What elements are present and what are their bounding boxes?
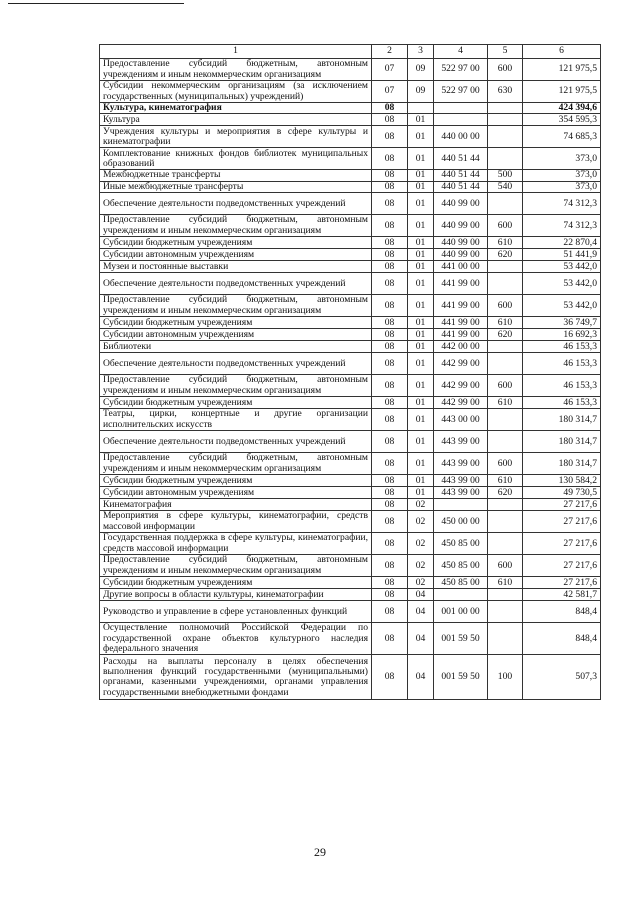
table-row [100,329,601,341]
code-cell: 08 [372,249,408,261]
code-cell: 04 [408,601,434,623]
row-name-cell: Субсидии автономным учреждениям [100,249,372,261]
table-row [100,148,601,170]
code-cell: 450 85 00 [434,533,488,555]
code-cell: 08 [372,577,408,589]
code-cell [434,114,488,126]
amount-cell: 27 217,6 [523,555,601,577]
amount-cell: 49 730,5 [523,487,601,499]
code-cell: 450 85 00 [434,577,488,589]
table-row [100,215,601,237]
table-row [100,475,601,487]
code-cell: 441 00 00 [434,261,488,273]
row-name-cell: Субсидии некоммерческим организациям (за исключением государственных (муниципальных) учреждений) [100,81,372,103]
row-name-cell: Предоставление субсидий бюджетным, автономным учреждениям и иным некоммерческим организациям [100,375,372,397]
code-cell: 450 00 00 [434,511,488,533]
amount-cell: 22 870,4 [523,237,601,249]
table-row [100,577,601,589]
code-cell: 620 [488,249,523,261]
amount-cell: 373,0 [523,181,601,192]
code-cell: 02 [408,511,434,533]
code-cell [488,589,523,601]
code-cell: 500 [488,170,523,181]
code-cell: 01 [408,170,434,181]
code-cell: 441 99 00 [434,295,488,317]
code-cell: 442 99 00 [434,353,488,375]
code-cell: 610 [488,317,523,329]
amount-cell: 53 442,0 [523,261,601,273]
code-cell: 440 99 00 [434,193,488,215]
code-cell: 08 [372,453,408,475]
code-cell: 01 [408,475,434,487]
code-cell [488,193,523,215]
amount-cell: 53 442,0 [523,295,601,317]
row-name-cell: Культура, кинематография [100,103,372,114]
table-row [100,589,601,601]
code-cell: 441 99 00 [434,273,488,295]
table-row [100,453,601,475]
code-cell: 630 [488,81,523,103]
code-cell: 442 00 00 [434,341,488,353]
row-name-cell: Комплектование книжных фондов библиотек муниципальных образований [100,148,372,170]
table-row [100,375,601,397]
code-cell: 08 [372,317,408,329]
header-cell: 1 [100,45,372,59]
row-name-cell: Другие вопросы в области культуры, кинематографии [100,589,372,601]
code-cell: 440 99 00 [434,237,488,249]
table-row [100,533,601,555]
amount-cell: 46 153,3 [523,397,601,409]
code-cell: 01 [408,148,434,170]
code-cell: 04 [408,655,434,700]
code-cell [488,431,523,453]
code-cell: 01 [408,329,434,341]
row-name-cell: Театры, цирки, концертные и другие организации исполнительских искусств [100,409,372,431]
code-cell [488,623,523,655]
row-name-cell: Расходы на выплаты персоналу в целях обеспечения выполнения функций государственными (муниципальными) органами, казенными учреждениями, органами управления государственными внебюджетными фондами [100,655,372,700]
amount-cell: 27 217,6 [523,577,601,589]
budget-table [99,44,601,700]
amount-cell: 180 314,7 [523,409,601,431]
code-cell: 01 [408,273,434,295]
code-cell: 08 [372,397,408,409]
table-row [100,317,601,329]
row-name-cell: Музеи и постоянные выставки [100,261,372,273]
code-cell: 08 [372,237,408,249]
amount-cell: 27 217,6 [523,511,601,533]
code-cell [488,103,523,114]
code-cell: 441 99 00 [434,329,488,341]
code-cell: 600 [488,453,523,475]
code-cell: 442 99 00 [434,397,488,409]
code-cell: 04 [408,623,434,655]
code-cell: 443 99 00 [434,453,488,475]
table-row [100,103,601,114]
amount-cell: 36 749,7 [523,317,601,329]
row-name-cell: Субсидии бюджетным учреждениям [100,317,372,329]
code-cell: 01 [408,353,434,375]
row-name-cell: Обеспечение деятельности подведомственных учреждений [100,273,372,295]
amount-cell: 180 314,7 [523,431,601,453]
code-cell: 01 [408,431,434,453]
table-row [100,353,601,375]
code-cell: 450 85 00 [434,555,488,577]
code-cell [488,353,523,375]
code-cell [488,114,523,126]
code-cell: 440 51 44 [434,170,488,181]
code-cell: 08 [372,589,408,601]
code-cell: 08 [372,409,408,431]
code-cell: 08 [372,431,408,453]
header-cell: 2 [372,45,408,59]
amount-cell: 46 153,3 [523,375,601,397]
code-cell: 01 [408,453,434,475]
code-cell: 443 99 00 [434,431,488,453]
code-cell: 440 51 44 [434,148,488,170]
amount-cell: 373,0 [523,148,601,170]
table-row [100,295,601,317]
code-cell [488,341,523,353]
amount-cell: 180 314,7 [523,453,601,475]
code-cell: 600 [488,295,523,317]
table-row [100,487,601,499]
table-row [100,409,601,431]
code-cell: 08 [372,193,408,215]
code-cell: 440 99 00 [434,249,488,261]
code-cell: 01 [408,237,434,249]
table-row [100,431,601,453]
code-cell: 08 [372,114,408,126]
code-cell: 442 99 00 [434,375,488,397]
code-cell: 600 [488,215,523,237]
code-cell: 01 [408,249,434,261]
table-row [100,59,601,81]
row-name-cell: Предоставление субсидий бюджетным, автономным учреждениям и иным некоммерческим организациям [100,215,372,237]
row-name-cell: Кинематография [100,499,372,511]
row-name-cell: Культура [100,114,372,126]
amount-cell: 424 394,6 [523,103,601,114]
table-row [100,237,601,249]
code-cell: 001 59 50 [434,623,488,655]
row-name-cell: Предоставление субсидий бюджетным, автономным учреждениям и иным некоммерческим организациям [100,59,372,81]
amount-cell: 121 975,5 [523,59,601,81]
table-row [100,114,601,126]
table-row [100,193,601,215]
row-name-cell: Субсидии бюджетным учреждениям [100,577,372,589]
code-cell: 610 [488,237,523,249]
code-cell: 04 [408,589,434,601]
row-name-cell: Обеспечение деятельности подведомственных учреждений [100,193,372,215]
amount-cell: 848,4 [523,601,601,623]
code-cell: 08 [372,273,408,295]
row-name-cell: Предоставление субсидий бюджетным, автономным учреждениям и иным некоммерческим организациям [100,295,372,317]
code-cell: 01 [408,375,434,397]
code-cell: 01 [408,317,434,329]
code-cell: 08 [372,655,408,700]
code-cell [488,261,523,273]
code-cell: 540 [488,181,523,192]
row-name-cell: Осуществление полномочий Российской Федерации по государственной охране объектов культурного наследия федерального значения [100,623,372,655]
amount-cell: 27 217,6 [523,499,601,511]
code-cell: 01 [408,487,434,499]
code-cell: 08 [372,499,408,511]
row-name-cell: Обеспечение деятельности подведомственных учреждений [100,353,372,375]
amount-cell: 121 975,5 [523,81,601,103]
code-cell: 09 [408,81,434,103]
code-cell [434,589,488,601]
code-cell: 08 [372,170,408,181]
code-cell: 08 [372,329,408,341]
amount-cell: 848,4 [523,623,601,655]
code-cell: 08 [372,215,408,237]
amount-cell: 74 312,3 [523,193,601,215]
code-cell [488,148,523,170]
code-cell: 08 [372,341,408,353]
row-name-cell: Субсидии автономным учреждениям [100,487,372,499]
row-name-cell: Обеспечение деятельности подведомственных учреждений [100,431,372,453]
code-cell: 620 [488,329,523,341]
row-name-cell: Государственная поддержка в сфере культуры, кинематографии, средств массовой информации [100,533,372,555]
code-cell: 07 [372,59,408,81]
code-cell: 610 [488,577,523,589]
table-row [100,181,601,192]
code-cell: 02 [408,555,434,577]
amount-cell: 507,3 [523,655,601,700]
code-cell: 08 [372,375,408,397]
row-name-cell: Иные межбюджетные трансферты [100,181,372,192]
code-cell: 522 97 00 [434,81,488,103]
code-cell: 08 [372,511,408,533]
code-cell [488,409,523,431]
code-cell: 600 [488,375,523,397]
amount-cell: 74 312,3 [523,215,601,237]
code-cell: 08 [372,126,408,148]
header-row [100,45,601,59]
header-cell: 3 [408,45,434,59]
code-cell: 441 99 00 [434,317,488,329]
code-cell: 08 [372,261,408,273]
table-row [100,555,601,577]
amount-cell: 16 692,3 [523,329,601,341]
code-cell: 01 [408,193,434,215]
code-cell: 01 [408,114,434,126]
code-cell: 443 99 00 [434,475,488,487]
code-cell: 08 [372,475,408,487]
code-cell: 08 [372,487,408,499]
code-cell [488,126,523,148]
table-row [100,249,601,261]
row-name-cell: Субсидии бюджетным учреждениям [100,397,372,409]
code-cell: 08 [372,103,408,114]
row-name-cell: Предоставление субсидий бюджетным, автономным учреждениям и иным некоммерческим организациям [100,453,372,475]
row-name-cell: Мероприятия в сфере культуры, кинематографии, средств массовой информации [100,511,372,533]
code-cell: 443 00 00 [434,409,488,431]
code-cell: 440 99 00 [434,215,488,237]
code-cell: 522 97 00 [434,59,488,81]
code-cell: 620 [488,487,523,499]
amount-cell: 46 153,3 [523,353,601,375]
code-cell: 01 [408,341,434,353]
row-name-cell: Субсидии автономным учреждениям [100,329,372,341]
code-cell: 08 [372,623,408,655]
amount-cell: 27 217,6 [523,533,601,555]
table-row [100,261,601,273]
code-cell: 01 [408,215,434,237]
row-name-cell: Субсидии бюджетным учреждениям [100,237,372,249]
table-row [100,126,601,148]
table-row [100,499,601,511]
table-row [100,170,601,181]
amount-cell: 51 441,9 [523,249,601,261]
code-cell: 08 [372,295,408,317]
amount-cell: 354 595,3 [523,114,601,126]
header-rule [8,3,184,4]
code-cell: 01 [408,181,434,192]
code-cell [488,273,523,295]
code-cell: 08 [372,353,408,375]
code-cell: 001 59 50 [434,655,488,700]
table-row [100,341,601,353]
table-row [100,397,601,409]
amount-cell: 130 584,2 [523,475,601,487]
code-cell: 02 [408,499,434,511]
amount-cell: 373,0 [523,170,601,181]
code-cell: 08 [372,181,408,192]
code-cell [434,499,488,511]
code-cell: 440 51 44 [434,181,488,192]
row-name-cell: Предоставление субсидий бюджетным, автономным учреждениям и иным некоммерческим организациям [100,555,372,577]
code-cell: 08 [372,601,408,623]
code-cell: 01 [408,397,434,409]
code-cell [408,103,434,114]
table-row [100,655,601,700]
row-name-cell: Учреждения культуры и мероприятия в сфере культуры и кинематографии [100,126,372,148]
header-cell: 4 [434,45,488,59]
code-cell: 440 00 00 [434,126,488,148]
table-row [100,81,601,103]
code-cell: 100 [488,655,523,700]
table-row [100,511,601,533]
code-cell: 02 [408,577,434,589]
amount-cell: 74 685,3 [523,126,601,148]
code-cell: 02 [408,533,434,555]
code-cell [488,511,523,533]
code-cell: 600 [488,59,523,81]
code-cell: 01 [408,126,434,148]
page-number: 29 [314,845,326,859]
code-cell [488,601,523,623]
code-cell: 07 [372,81,408,103]
code-cell: 09 [408,59,434,81]
amount-cell: 42 581,7 [523,589,601,601]
row-name-cell: Межбюджетные трансферты [100,170,372,181]
code-cell: 600 [488,555,523,577]
table-row [100,623,601,655]
amount-cell: 53 442,0 [523,273,601,295]
code-cell: 08 [372,533,408,555]
amount-cell: 46 153,3 [523,341,601,353]
code-cell: 08 [372,148,408,170]
table-row [100,601,601,623]
code-cell: 610 [488,475,523,487]
code-cell [488,533,523,555]
header-cell: 6 [523,45,601,59]
row-name-cell: Библиотеки [100,341,372,353]
header-cell: 5 [488,45,523,59]
code-cell: 610 [488,397,523,409]
table-row [100,273,601,295]
code-cell: 01 [408,409,434,431]
row-name-cell: Субсидии бюджетным учреждениям [100,475,372,487]
code-cell: 08 [372,555,408,577]
code-cell [488,499,523,511]
code-cell [434,103,488,114]
code-cell: 001 00 00 [434,601,488,623]
code-cell: 01 [408,295,434,317]
code-cell: 443 99 00 [434,487,488,499]
row-name-cell: Руководство и управление в сфере установленных функций [100,601,372,623]
code-cell: 01 [408,261,434,273]
